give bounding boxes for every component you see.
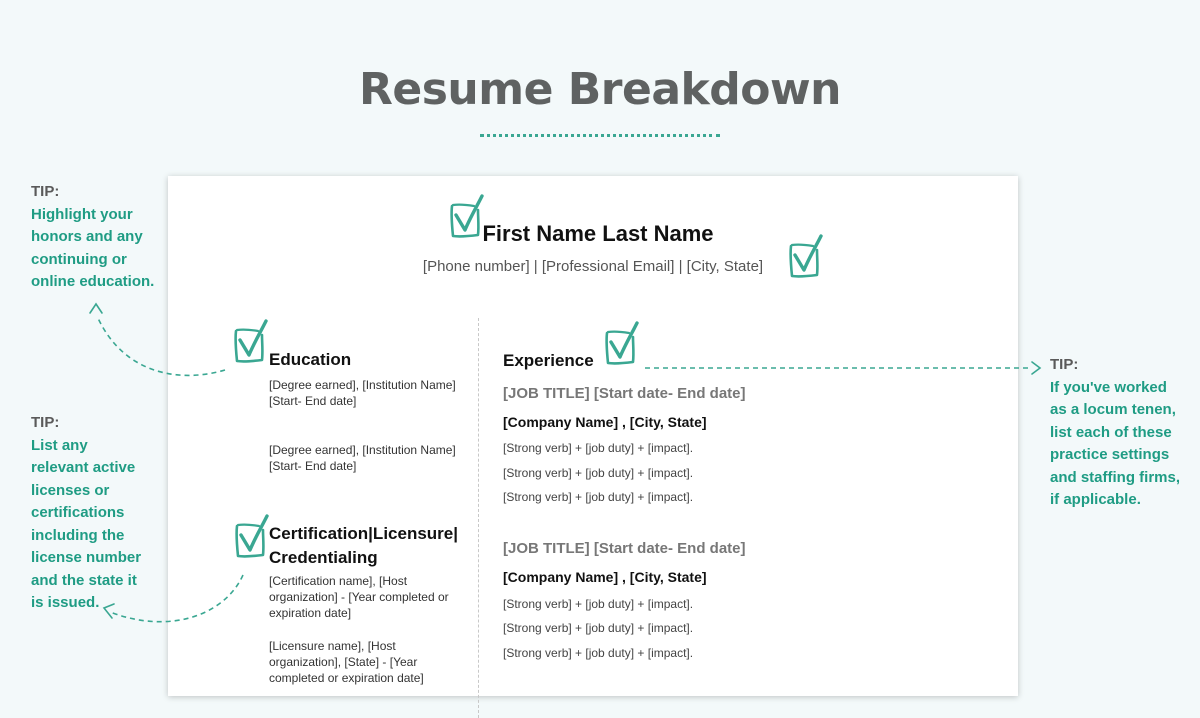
certification-entry: [Certification name], [Host organization] - [Year completed or expiration date]: [269, 574, 449, 620]
tip-text: List any relevant active licenses or certifications including the license number and the state it is issued.: [31, 436, 142, 611]
checkmark-icon: [237, 516, 267, 556]
resume-contact: [Phone number] | [Professional Email] | [City, State]: [422, 258, 764, 275]
tip-connector-arrow: [90, 304, 225, 375]
education-degree: [Degree earned], [Institution Name]: [269, 378, 456, 392]
job-duty: [Strong verb] + [job duty] + [impact].: [503, 466, 694, 480]
job-duty: [Strong verb] + [job duty] + [impact].: [503, 621, 694, 635]
job-title: [JOB TITLE] [Start date- End date]: [503, 540, 746, 557]
education-heading: Education: [269, 350, 352, 369]
education-dates: [Start- End date]: [269, 459, 357, 473]
tip-text: If you've worked as a locum tenen, list each of these practice settings and staffing firms, if applicable.: [1050, 378, 1181, 508]
education-dates: [Start- End date]: [269, 394, 357, 408]
company-line: [Company Name] , [City, State]: [503, 414, 707, 430]
checkmark-icon: [607, 323, 637, 363]
checkmark-icon: [452, 196, 482, 236]
tip-label: TIP:: [1050, 356, 1079, 373]
experience-heading: Experience: [503, 351, 594, 370]
certification-heading-line1: Certification|Licensure|: [269, 524, 459, 543]
job-duty: [Strong verb] + [job duty] + [impact].: [503, 646, 694, 660]
tip-label: TIP:: [31, 414, 60, 431]
tip-text: Highlight your honors and any continuing or online education.: [31, 205, 155, 290]
checkmark-icon: [791, 236, 821, 276]
job-duty: [Strong verb] + [job duty] + [impact].: [503, 441, 694, 455]
page-title: Resume Breakdown: [359, 64, 841, 115]
job-duty: [Strong verb] + [job duty] + [impact].: [503, 597, 694, 611]
tip-connector-arrow: [645, 362, 1040, 374]
job-duty: [Strong verb] + [job duty] + [impact].: [503, 490, 694, 504]
education-degree: [Degree earned], [Institution Name]: [269, 443, 456, 457]
company-line: [Company Name] , [City, State]: [503, 569, 707, 585]
licensure-entry: [Licensure name], [Host organization], [State] - [Year completed or expiration date]: [269, 639, 424, 685]
tip-label: TIP:: [31, 183, 60, 200]
certification-heading-line2: Credentialing: [269, 548, 378, 567]
tip-connector-arrow: [104, 575, 243, 622]
resume-name: First Name Last Name: [482, 221, 714, 246]
checkmark-icon: [236, 321, 266, 361]
job-title: [JOB TITLE] [Start date- End date]: [503, 385, 746, 402]
